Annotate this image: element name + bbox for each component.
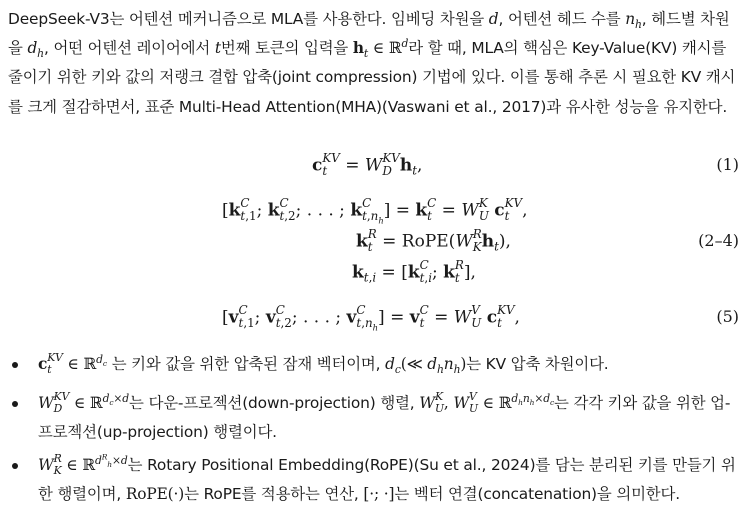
paragraph-text: , 어떤 어텐션 레이어에서 xyxy=(43,39,215,58)
bullet-item-3 xyxy=(8,451,738,509)
equation-2 xyxy=(0,197,747,227)
equation-3 xyxy=(0,228,747,258)
bullet-item-2 xyxy=(8,389,738,447)
bullet-text: 는 RoPE를 적용하는 연산, xyxy=(184,485,364,503)
bullet-text: 는 다운-프로젝션(down-projection) 행렬, xyxy=(129,394,420,412)
math-concat: [·; ·] xyxy=(363,485,395,503)
math-wkr: W R K ∈ ℝ$^{d^R_h\times d}$ xyxy=(38,452,128,477)
equation-body: k R t = RoPE(W R K $h_t$), xyxy=(356,227,511,254)
paragraph-text: 번째 토큰의 입력을 xyxy=(220,39,353,58)
bullet-text: 는 Rotary Positional Embedding(RoPE)(Su et al., 2024)를 담는 분리된 키를 만들기 위한 행렬이며, xyxy=(38,456,736,503)
paragraph-text: DeepSeek-V3는 어텐션 메커니즘으로 MLA를 사용한다. 임베딩 차원을 xyxy=(8,10,489,28)
equation-body: c KV t = W KV D $h_t$, xyxy=(312,151,423,178)
equation-body: [v C t,1 ; v C t,2 ; . . . ; v C $t,n_h$ ] = v C t = W V U c KV t , xyxy=(222,303,520,332)
bullet-text: 는 벡터 연결(concatenation)을 의미한다. xyxy=(394,485,680,503)
equation-4 xyxy=(0,259,747,289)
equation-number: (1) xyxy=(716,155,739,174)
paragraph-text: , 헤드별 차원을 xyxy=(8,10,730,58)
math-dh: $d_h$ xyxy=(27,39,44,61)
equation-1 xyxy=(0,152,747,182)
equation-5 xyxy=(0,304,747,334)
math-d: d xyxy=(488,10,499,28)
math-ht: $h_t$ ∈ ℝ$^d$ xyxy=(352,37,409,61)
bullet-text: 는 KV 압축 차원이다. xyxy=(466,355,609,373)
math-dc: $d_c(≪$ $d_hn_h$) xyxy=(385,355,467,377)
paragraph-text: , 어텐션 헤드 수를 xyxy=(498,10,626,28)
bullet-text: 는 키와 값을 위한 압축된 잠재 벡터이며, xyxy=(111,355,386,373)
equation-number: (5) xyxy=(716,307,739,326)
bullet-dot xyxy=(12,362,18,368)
equation-body: [k C t,1 ; k C t,2 ; . . . ; k C $t,n_h$ ] = k C t = W K U c KV t , xyxy=(222,196,528,225)
bullet-item-1 xyxy=(8,350,738,379)
math-wuk-wuv: W K U , W V U ∈ ℝ$^{d_hn_h\times d_c}$ xyxy=(419,390,555,415)
bullet-dot xyxy=(12,463,18,469)
math-nh: $n_h$ xyxy=(625,10,642,32)
equation-number: (2–4) xyxy=(698,231,739,250)
math-wdkv: W KV D ∈ ℝ$^{d_c\times d}$ xyxy=(38,390,130,415)
paragraph-text: 라 할 때, MLA의 핵심은 Key-Value(KV) 캐시를 줄이기 위한 키와 값의 저랭크 결합 압축(joint compression) 기법에 있다. 이를 통해 추론 시 필요한 KV 캐시를 크게 절감하면서, 표준 Multi-Head Attention(MHA)(Vaswani et al., 2017)과 유사한 성능을 유지한다. xyxy=(8,39,736,116)
equation-body: $k_{t,i} = [k$ C t,i ; k R t ], xyxy=(352,258,476,285)
bullet-text: 는 각각 키와 값을 위한 업-프로젝션(up-projection) 행렬이다. xyxy=(38,394,731,441)
math-ckv: c KV t ∈ ℝ$^{d_c}$ xyxy=(38,351,107,376)
math-rope: RoPE(·) xyxy=(125,485,185,503)
intro-paragraph xyxy=(8,5,743,122)
math-t: t xyxy=(214,39,221,58)
bullet-dot xyxy=(12,401,18,407)
